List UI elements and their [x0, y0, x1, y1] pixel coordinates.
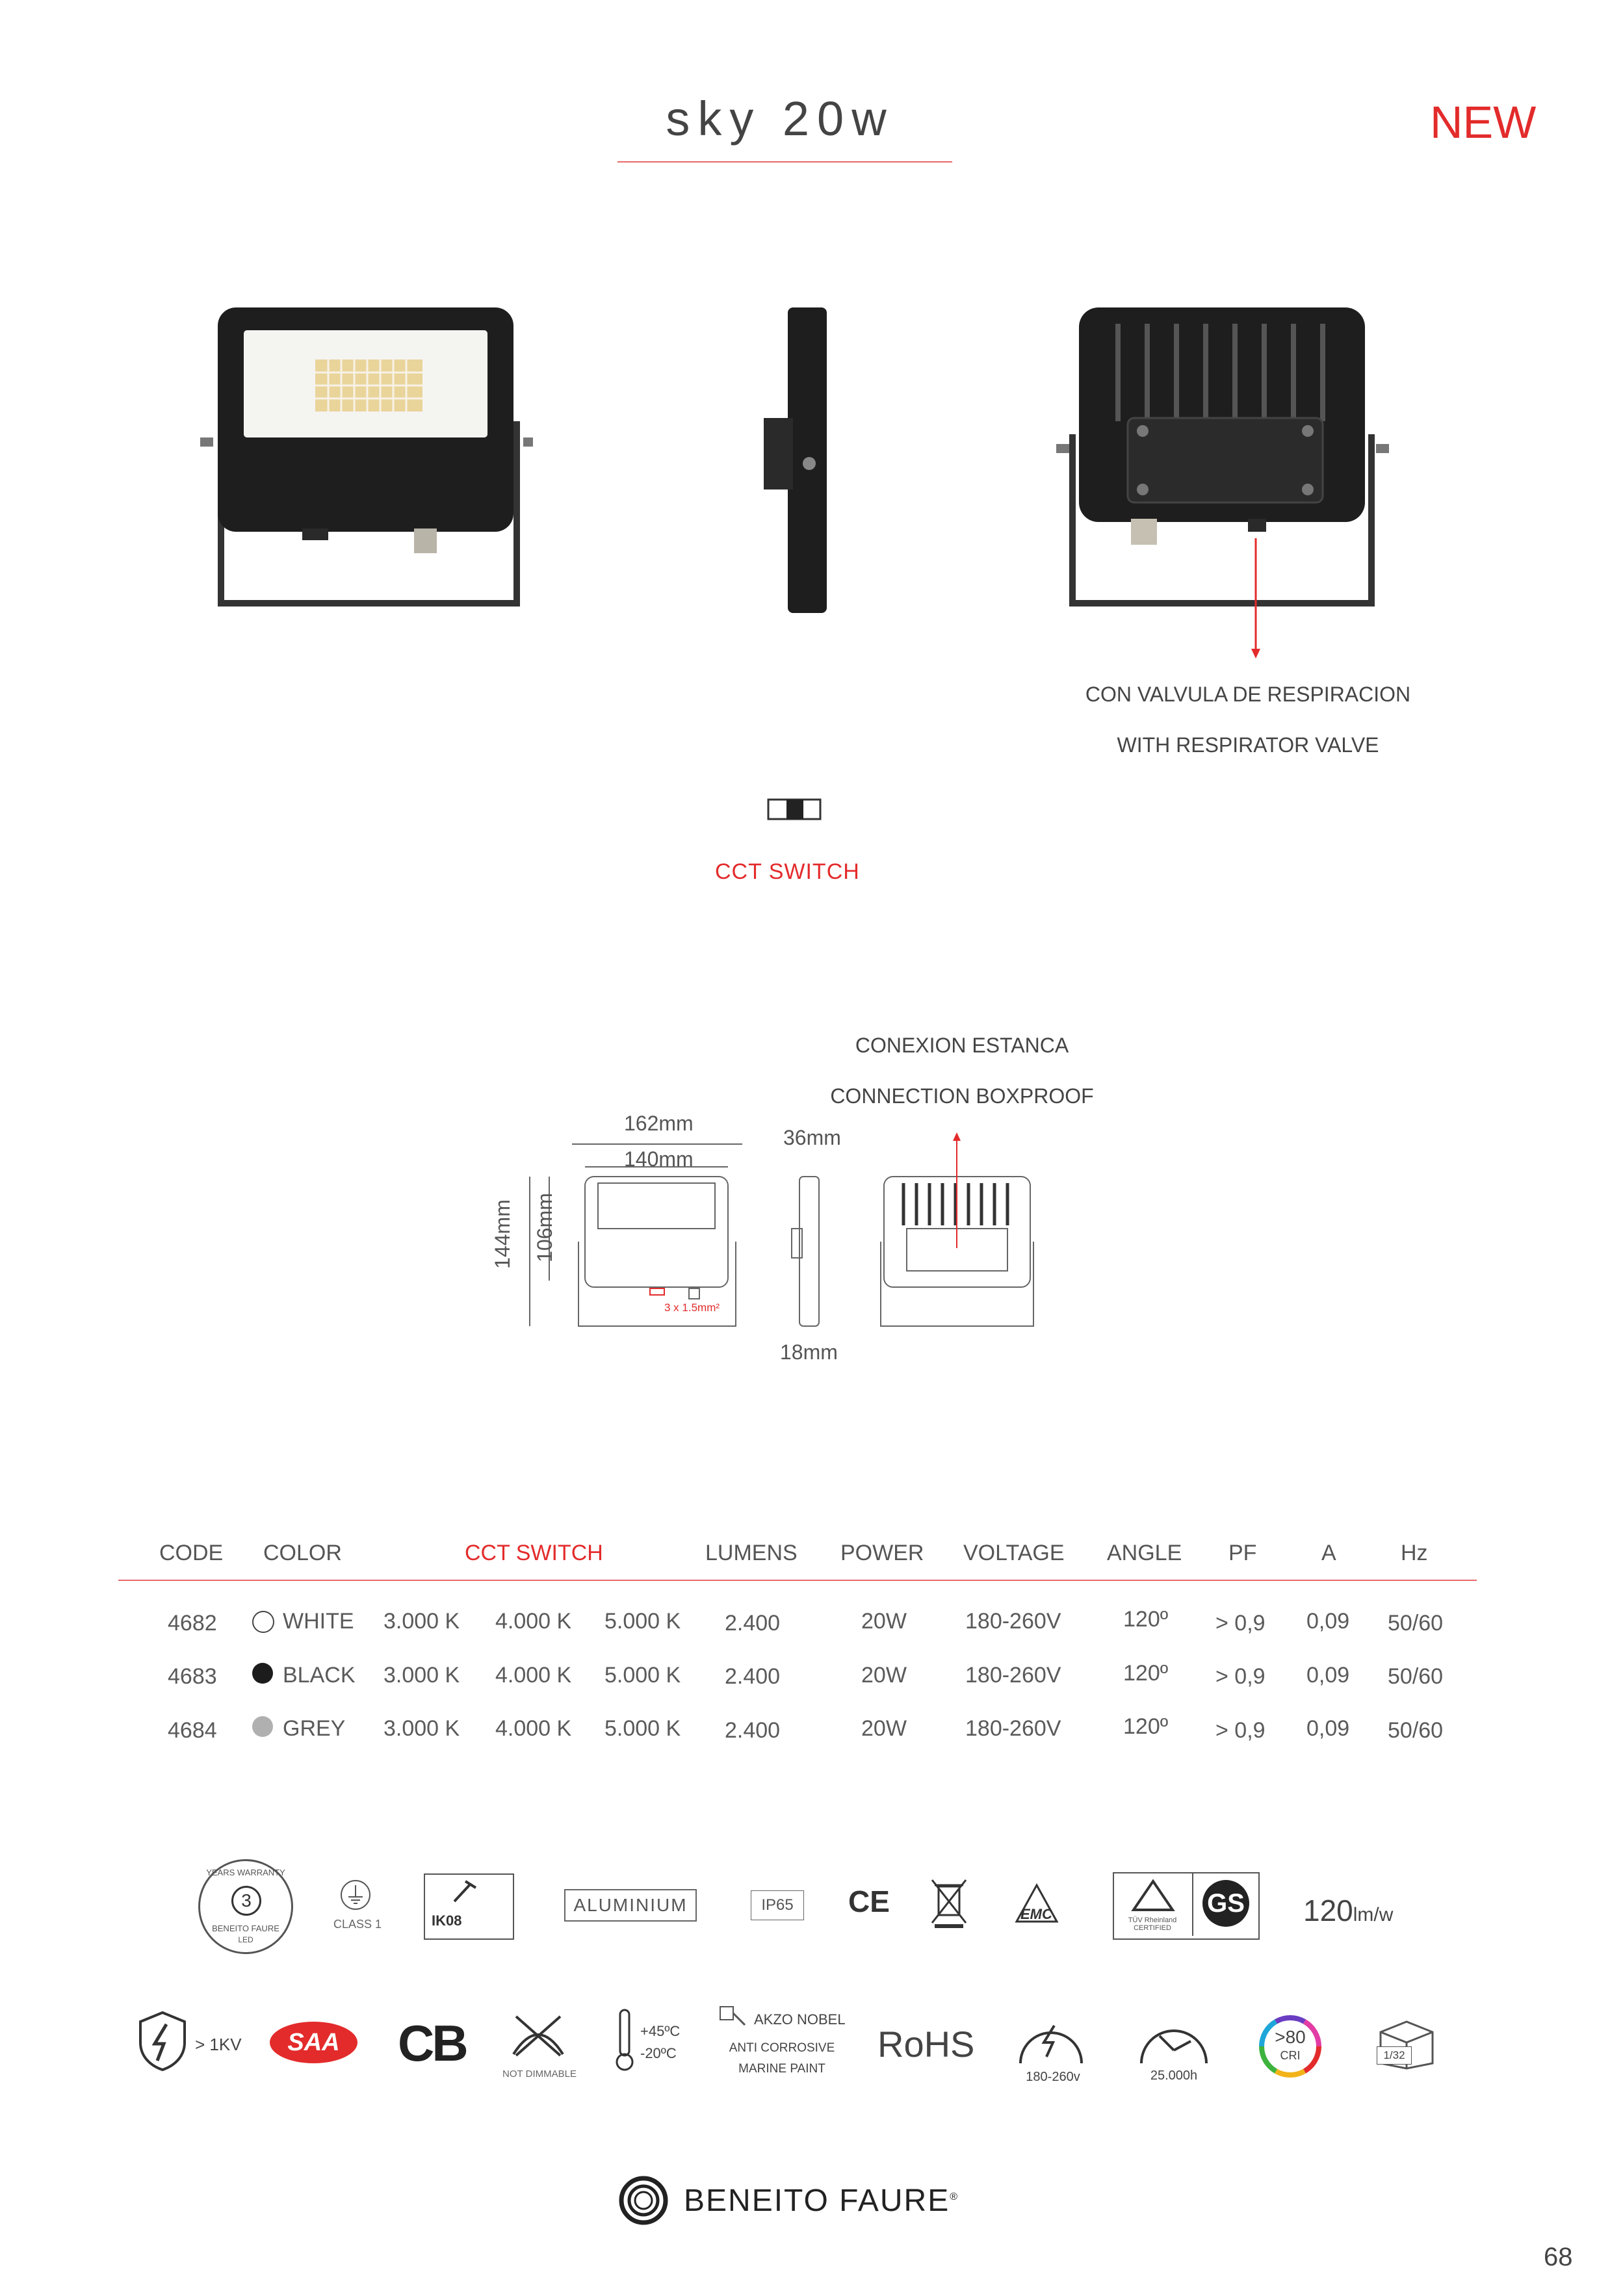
cell-code: 4684: [168, 1718, 217, 1743]
cell-cct-2: 4.000 K: [495, 1716, 572, 1741]
cell-a: 0,09: [1306, 1716, 1350, 1741]
lifetime-label: 25.000h: [1150, 2068, 1198, 2083]
cell-cct-2: 4.000 K: [495, 1663, 572, 1688]
header-angle: ANGLE: [1107, 1541, 1182, 1565]
header-cct-switch: CCT SWITCH: [465, 1541, 603, 1565]
saa-logo-icon: SAA: [270, 2022, 357, 2063]
dim-height-outer: 144mm: [490, 1199, 514, 1269]
marine-paint-label: MARINE PAINT: [738, 2062, 825, 2076]
cell-color: WHITE: [283, 1609, 354, 1634]
cell-cct-1: 3.000 K: [383, 1609, 460, 1634]
brand-logo-icon: [617, 2174, 669, 2226]
cell-voltage: 180-260V: [965, 1663, 1061, 1688]
title-underline: [617, 161, 952, 163]
dimension-drawing: [500, 1118, 1118, 1365]
cell-cct-1: 3.000 K: [383, 1663, 460, 1688]
table-header-line: [118, 1580, 1477, 1581]
cell-angle: 120º: [1123, 1607, 1169, 1632]
weee-bin-icon: [929, 1877, 968, 1929]
header-pf: PF: [1228, 1541, 1257, 1565]
cct-switch-label: CCT SWITCH: [715, 859, 860, 884]
cell-power: 20W: [861, 1609, 907, 1634]
rohs-label: RoHS: [877, 2024, 975, 2065]
temp-max: +45ºC: [640, 2023, 681, 2039]
dim-height-inner: 106mm: [532, 1193, 556, 1262]
connection-note-en: CONNECTION BOXPROOF: [830, 1084, 1094, 1108]
dim-cable: 3 x 1.5mm²: [664, 1301, 720, 1314]
page-number: 68: [1544, 2243, 1573, 2271]
class-label: CLASS 1: [333, 1918, 382, 1931]
valve-note-en: WITH RESPIRATOR VALVE: [1117, 733, 1379, 757]
cell-lumens: 2.400: [725, 1664, 781, 1689]
cell-hz: 50/60: [1388, 1611, 1444, 1636]
header-code: CODE: [159, 1541, 224, 1565]
dim-width-outer: 162mm: [624, 1112, 694, 1135]
earth-ground-icon: [339, 1879, 372, 1911]
cell-cct-3: 5.000 K: [604, 1663, 681, 1688]
thermometer-icon: [614, 2007, 636, 2072]
cell-code: 4682: [168, 1611, 217, 1636]
cell-hz: 50/60: [1388, 1718, 1444, 1743]
tuv-gs-certificate-icon: TÜV Rheinland CERTIFIED GS: [1113, 1872, 1260, 1940]
dim-depth-bottom: 18mm: [780, 1340, 838, 1364]
color-swatch-black: [252, 1663, 273, 1684]
color-swatch-grey: [252, 1716, 273, 1737]
cell-lumens: 2.400: [725, 1718, 781, 1743]
not-dimmable-icon: [507, 2009, 569, 2061]
cell-color: GREY: [283, 1716, 346, 1741]
cell-pf: > 0,9: [1215, 1664, 1266, 1689]
cell-cct-1: 3.000 K: [383, 1716, 460, 1741]
cell-lumens: 2.400: [725, 1611, 781, 1636]
emc-label: EMC: [1020, 1906, 1052, 1922]
ip65-badge: IP65: [751, 1890, 804, 1920]
cell-cct-3: 5.000 K: [604, 1609, 681, 1634]
header-hz: Hz: [1401, 1541, 1428, 1565]
ce-mark-icon: CE: [848, 1885, 890, 1918]
cell-angle: 120º: [1123, 1661, 1169, 1686]
lamp-back-view: [1053, 304, 1391, 668]
cell-power: 20W: [861, 1663, 907, 1688]
akzo-nobel-label: AKZO NOBEL: [754, 2011, 846, 2028]
valve-note-es: CON VALVULA DE RESPIRACION: [1085, 683, 1411, 706]
voltage-range-label: 180-260v: [1026, 2070, 1080, 2084]
anti-corrosive-label: ANTI CORROSIVE: [729, 2041, 835, 2055]
header-color: COLOR: [263, 1541, 342, 1565]
header-lumens: LUMENS: [705, 1541, 798, 1565]
box-quantity-label: 1/32: [1377, 2046, 1412, 2065]
new-badge: NEW: [1430, 97, 1537, 148]
warranty-seal-icon: 3 YEARS WARRANTY BENEITO FAURE LED: [198, 1859, 293, 1954]
ik08-icon: IK08: [424, 1873, 514, 1940]
cell-a: 0,09: [1306, 1609, 1350, 1634]
cell-voltage: 180-260V: [965, 1609, 1061, 1634]
cri-value: >80: [1275, 2027, 1306, 2047]
cell-power: 20W: [861, 1716, 907, 1741]
cell-a: 0,09: [1306, 1663, 1350, 1688]
header-voltage: VOLTAGE: [963, 1541, 1065, 1565]
cb-mark-icon: CB: [398, 2015, 466, 2072]
cell-cct-2: 4.000 K: [495, 1609, 572, 1634]
header-a: A: [1321, 1541, 1336, 1565]
cell-cct-3: 5.000 K: [604, 1716, 681, 1741]
product-title: sky 20w: [666, 92, 894, 146]
cri-label: CRI: [1280, 2049, 1301, 2062]
cell-code: 4683: [168, 1664, 217, 1689]
cell-angle: 120º: [1123, 1714, 1169, 1739]
efficacy-value: 120lm/w: [1303, 1894, 1394, 1927]
aluminium-badge: ALUMINIUM: [564, 1889, 697, 1922]
cell-color: BLACK: [283, 1663, 356, 1688]
lifetime-clock-icon: [1136, 2014, 1212, 2066]
cell-voltage: 180-260V: [965, 1716, 1061, 1741]
cell-hz: 50/60: [1388, 1664, 1444, 1689]
cell-pf: > 0,9: [1215, 1718, 1266, 1743]
header-power: POWER: [840, 1541, 924, 1565]
cct-switch-icon: [767, 798, 822, 820]
temp-min: -20ºC: [640, 2045, 677, 2061]
dim-width-inner: 140mm: [624, 1147, 694, 1171]
dim-depth-top: 36mm: [783, 1126, 841, 1149]
brand-name: BENEITO FAURE®: [684, 2184, 959, 2218]
paint-brush-icon: [719, 2005, 747, 2028]
not-dimmable-label: NOT DIMMABLE: [502, 2068, 577, 2080]
lamp-front-view: [195, 304, 533, 616]
connection-note-es: CONEXION ESTANCA: [855, 1034, 1069, 1057]
cell-pf: > 0,9: [1215, 1611, 1266, 1636]
lamp-side-view: [754, 304, 858, 616]
color-swatch-white: [252, 1611, 274, 1633]
surge-shield-icon: [136, 2010, 188, 2072]
voltage-range-icon: [1015, 2014, 1087, 2066]
surge-label: > 1KV: [195, 2035, 242, 2054]
